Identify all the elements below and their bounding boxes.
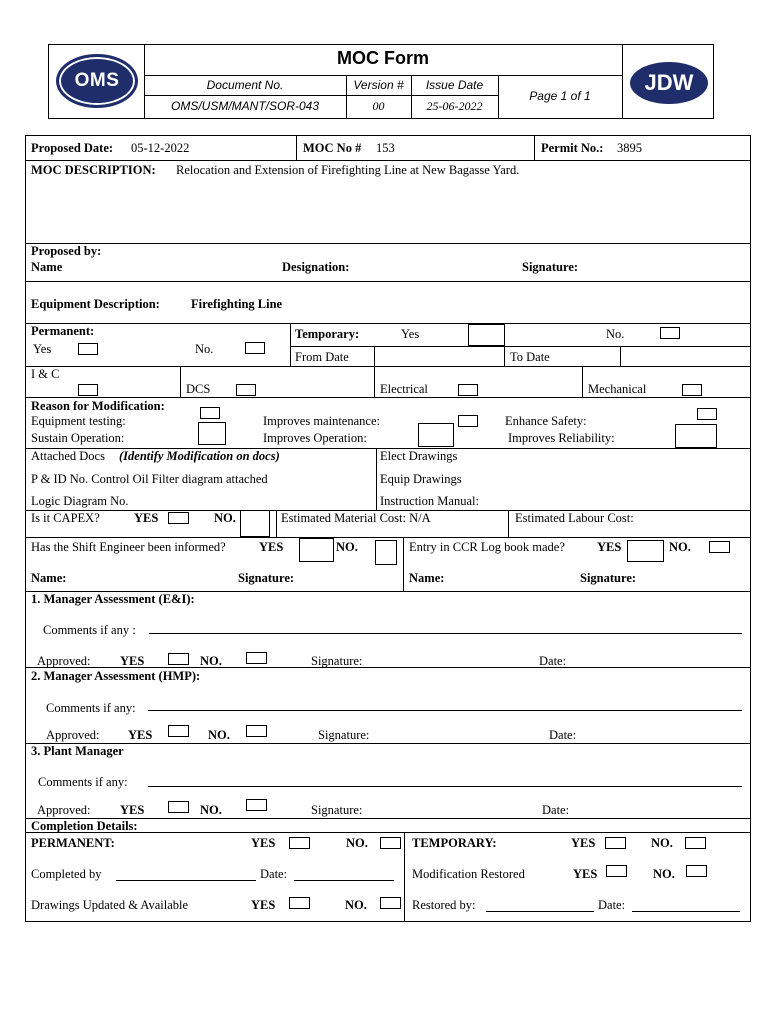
- completed-by-line[interactable]: [116, 880, 256, 881]
- enhance-safety-checkbox[interactable]: [697, 408, 717, 420]
- completion-permanent-yes-label: YES: [251, 836, 276, 850]
- completed-date-label: Date:: [260, 867, 288, 881]
- completion-permanent-yes-checkbox[interactable]: [289, 837, 310, 849]
- assessment-1-comments-line[interactable]: [149, 633, 742, 634]
- assessment-3-comments-line[interactable]: [148, 786, 742, 787]
- col-line: [374, 346, 375, 366]
- completion-details-label: Completion Details:: [31, 819, 138, 833]
- equip-drawings-label: Equip Drawings: [380, 472, 462, 486]
- capex-label: Is it CAPEX?: [31, 511, 100, 525]
- equipment-description-value[interactable]: Firefighting Line: [191, 297, 283, 311]
- assessment-2-signature-label: Signature:: [318, 728, 370, 742]
- capex-no-label: NO.: [214, 511, 236, 525]
- ic-label: I & C: [31, 367, 60, 381]
- instruction-manual-label: Instruction Manual:: [380, 494, 479, 508]
- permanent-no-checkbox[interactable]: [245, 342, 265, 354]
- capex-yes-label: YES: [134, 511, 159, 525]
- shift-no-checkbox[interactable]: [375, 540, 397, 565]
- ccr-no-label: NO.: [669, 540, 691, 554]
- assessment-3-yes-label: YES: [120, 803, 145, 817]
- assessment-3-signature-label: Signature:: [311, 803, 363, 817]
- temporary-yes-checkbox[interactable]: [468, 324, 505, 346]
- permanent-yes-checkbox[interactable]: [78, 343, 98, 355]
- completion-permanent-no-label: NO.: [346, 836, 368, 850]
- issue-date-label: Issue Date: [425, 78, 484, 92]
- restored-by-line[interactable]: [486, 911, 594, 912]
- ccr-signature-label: Signature:: [580, 571, 637, 585]
- permit-no-label: Permit No.:: [541, 141, 604, 155]
- restored-by-label: Restored by:: [412, 898, 476, 912]
- to-date-label: To Date: [510, 350, 550, 364]
- completion-temporary-yes-checkbox[interactable]: [605, 837, 626, 849]
- sustain-operation-label: Sustain Operation:: [31, 431, 125, 445]
- jdw-logo: [630, 62, 708, 104]
- modification-restored-yes-label: YES: [573, 867, 598, 881]
- assessment-1-title: 1. Manager Assessment (E&I):: [31, 592, 195, 606]
- equipment-testing-label: Equipment testing:: [31, 414, 126, 428]
- assessment-2-title: 2. Manager Assessment (HMP):: [31, 669, 201, 683]
- version-value: 00: [372, 99, 385, 113]
- assessment-1-signature-label: Signature:: [311, 654, 363, 668]
- col-line: [374, 366, 375, 397]
- assessment-2-comments-label: Comments if any:: [46, 701, 136, 715]
- drawings-yes-checkbox[interactable]: [289, 897, 310, 909]
- labour-cost-label: Estimated Labour Cost:: [515, 511, 634, 525]
- improves-reliability-checkbox[interactable]: [675, 424, 717, 448]
- assessment-1-no-label: NO.: [200, 654, 222, 668]
- assessment-2-date-label: Date:: [549, 728, 577, 742]
- temporary-no-checkbox[interactable]: [660, 327, 680, 339]
- dcs-checkbox[interactable]: [236, 384, 256, 396]
- logic-diagram-label: Logic Diagram No.: [31, 494, 129, 508]
- assessment-2-approved-label: Approved:: [46, 728, 100, 742]
- temporary-no-label: No.: [606, 327, 625, 341]
- row-line: [25, 281, 751, 282]
- modification-restored-no-label: NO.: [653, 867, 675, 881]
- assessment-2-comments-line[interactable]: [148, 710, 742, 711]
- col-line: [180, 366, 181, 397]
- row-line: [25, 537, 751, 538]
- drawings-no-checkbox[interactable]: [380, 897, 401, 909]
- signature-label: Signature:: [522, 260, 579, 274]
- shift-yes-label: YES: [259, 540, 284, 554]
- equipment-description-label: Equipment Description:: [31, 297, 160, 311]
- assessment-3-no-label: NO.: [200, 803, 222, 817]
- ccr-yes-label: YES: [597, 540, 622, 554]
- col-line: [376, 448, 377, 510]
- col-line: [404, 832, 405, 922]
- shift-name-label: Name:: [31, 571, 67, 585]
- mechanical-checkbox[interactable]: [682, 384, 702, 396]
- modification-restored-label: Modification Restored: [412, 867, 525, 881]
- row-line: [25, 160, 751, 161]
- drawings-no-label: NO.: [345, 898, 367, 912]
- reason-label: Reason for Modification:: [31, 399, 165, 413]
- assessment-1-yes-checkbox[interactable]: [168, 653, 189, 665]
- col-line: [508, 510, 509, 537]
- enhance-safety-label: Enhance Safety:: [505, 414, 587, 428]
- restored-date-label: Date:: [598, 898, 626, 912]
- electrical-label: Electrical: [380, 382, 428, 396]
- col-line: [620, 346, 621, 366]
- completion-temporary-no-checkbox[interactable]: [685, 837, 706, 849]
- electrical-checkbox[interactable]: [458, 384, 478, 396]
- material-cost-label: Estimated Material Cost: N/A: [281, 511, 431, 525]
- assessment-1-no-checkbox[interactable]: [246, 652, 267, 664]
- col-line: [290, 323, 291, 366]
- shift-engineer-label: Has the Shift Engineer been informed?: [31, 540, 226, 554]
- shift-no-label: NO.: [336, 540, 358, 554]
- attached-docs-label: Attached Docs: [31, 449, 105, 463]
- ic-checkbox[interactable]: [78, 384, 98, 396]
- assessment-1-date-label: Date:: [539, 654, 567, 668]
- completion-temporary-yes-label: YES: [571, 836, 596, 850]
- assessment-2-yes-label: YES: [128, 728, 153, 742]
- ccr-log-label: Entry in CCR Log book made?: [409, 540, 565, 554]
- capex-yes-checkbox[interactable]: [168, 512, 189, 524]
- temporary-label: Temporary:: [295, 327, 360, 341]
- modification-restored-yes-checkbox[interactable]: [606, 865, 627, 877]
- ccr-yes-checkbox[interactable]: [627, 540, 664, 562]
- assessment-2-yes-checkbox[interactable]: [168, 725, 189, 737]
- capex-no-checkbox[interactable]: [240, 510, 270, 537]
- equipment-testing-checkbox[interactable]: [200, 407, 220, 419]
- moc-no-value[interactable]: 153: [376, 141, 395, 155]
- permanent-label: Permanent:: [31, 324, 95, 338]
- row-line: [25, 243, 751, 244]
- proposed-date-label: Proposed Date:: [31, 141, 114, 155]
- header-divider: [622, 44, 623, 119]
- proposed-date-value[interactable]: 05-12-2022: [131, 141, 190, 155]
- completion-permanent-no-checkbox[interactable]: [380, 837, 401, 849]
- jdw-logo-text: JDW: [644, 70, 694, 95]
- form-title: MOC Form: [337, 48, 429, 68]
- modification-restored-no-checkbox[interactable]: [686, 865, 707, 877]
- doc-no-value: OMS/USM/MANT/SOR-043: [170, 99, 320, 113]
- ccr-no-checkbox[interactable]: [709, 541, 730, 553]
- moc-no-label: MOC No #: [303, 141, 362, 155]
- permit-no-value[interactable]: 3895: [617, 141, 642, 155]
- drawings-yes-label: YES: [251, 898, 276, 912]
- designation-label: Designation:: [282, 260, 350, 274]
- pid-label[interactable]: P & ID No. Control Oil Filter diagram attached: [31, 472, 268, 486]
- moc-description-label: MOC DESCRIPTION:: [31, 163, 156, 177]
- completed-by-label: Completed by: [31, 867, 102, 881]
- completed-date-line[interactable]: [294, 880, 394, 881]
- row-line: [25, 397, 751, 398]
- version-label: Version #: [353, 78, 404, 92]
- from-date-label: From Date: [295, 350, 349, 364]
- improves-reliability-label: Improves Reliability:: [508, 431, 615, 445]
- row-line: [290, 346, 751, 347]
- moc-description-value[interactable]: Relocation and Extension of Firefighting Line at New Bagasse Yard.: [176, 163, 520, 177]
- permanent-no-label: No.: [195, 342, 214, 356]
- dcs-label: DCS: [186, 382, 211, 396]
- assessment-3-no-checkbox[interactable]: [246, 799, 267, 811]
- improves-operation-checkbox[interactable]: [418, 423, 454, 447]
- doc-no-label: Document No.: [206, 78, 284, 92]
- shift-yes-checkbox[interactable]: [299, 538, 334, 562]
- assessment-2-no-label: NO.: [208, 728, 230, 742]
- row-line: [25, 743, 751, 744]
- col-line: [582, 366, 583, 397]
- col-line: [403, 537, 404, 591]
- mechanical-label: Mechanical: [588, 382, 647, 396]
- shift-signature-label: Signature:: [238, 571, 295, 585]
- assessment-3-comments-label: Comments if any:: [38, 775, 128, 789]
- col-line: [534, 135, 535, 160]
- ccr-name-label: Name:: [409, 571, 445, 585]
- permanent-yes-label: Yes: [33, 342, 52, 356]
- assessment-1-approved-label: Approved:: [37, 654, 91, 668]
- completion-permanent-label: PERMANENT:: [31, 836, 115, 850]
- elect-drawings-label: Elect Drawings: [380, 449, 458, 463]
- page-number: Page 1 of 1: [529, 89, 591, 103]
- col-line: [276, 510, 277, 537]
- assessment-3-date-label: Date:: [542, 803, 570, 817]
- drawings-updated-label: Drawings Updated & Available: [31, 898, 189, 912]
- completion-temporary-label: TEMPORARY:: [412, 836, 497, 850]
- issue-date-value: 25-06-2022: [426, 99, 483, 113]
- oms-logo: [56, 54, 138, 108]
- proposed-by-label: Proposed by:: [31, 244, 102, 258]
- header-divider: [144, 95, 498, 96]
- sustain-operation-checkbox[interactable]: [198, 422, 226, 445]
- assessment-3-yes-checkbox[interactable]: [168, 801, 189, 813]
- col-line: [504, 346, 505, 366]
- assessment-2-no-checkbox[interactable]: [246, 725, 267, 737]
- header-divider: [144, 75, 622, 76]
- improves-operation-label: Improves Operation:: [263, 431, 367, 445]
- oms-logo-text: OMS: [74, 70, 120, 91]
- col-line: [296, 135, 297, 160]
- row-line: [25, 366, 751, 367]
- restored-date-line[interactable]: [632, 911, 740, 912]
- assessment-3-title: 3. Plant Manager: [31, 744, 124, 758]
- temporary-yes-label: Yes: [401, 327, 420, 341]
- name-label: Name: [31, 260, 63, 274]
- attached-docs-note: (Identify Modification on docs): [119, 449, 280, 463]
- assessment-1-comments-label: Comments if any :: [43, 623, 136, 637]
- row-line: [25, 323, 751, 324]
- improves-maintenance-checkbox[interactable]: [458, 415, 478, 427]
- improves-maintenance-label: Improves maintenance:: [263, 414, 380, 428]
- completion-temporary-no-label: NO.: [651, 836, 673, 850]
- assessment-3-approved-label: Approved:: [37, 803, 91, 817]
- assessment-1-yes-label: YES: [120, 654, 145, 668]
